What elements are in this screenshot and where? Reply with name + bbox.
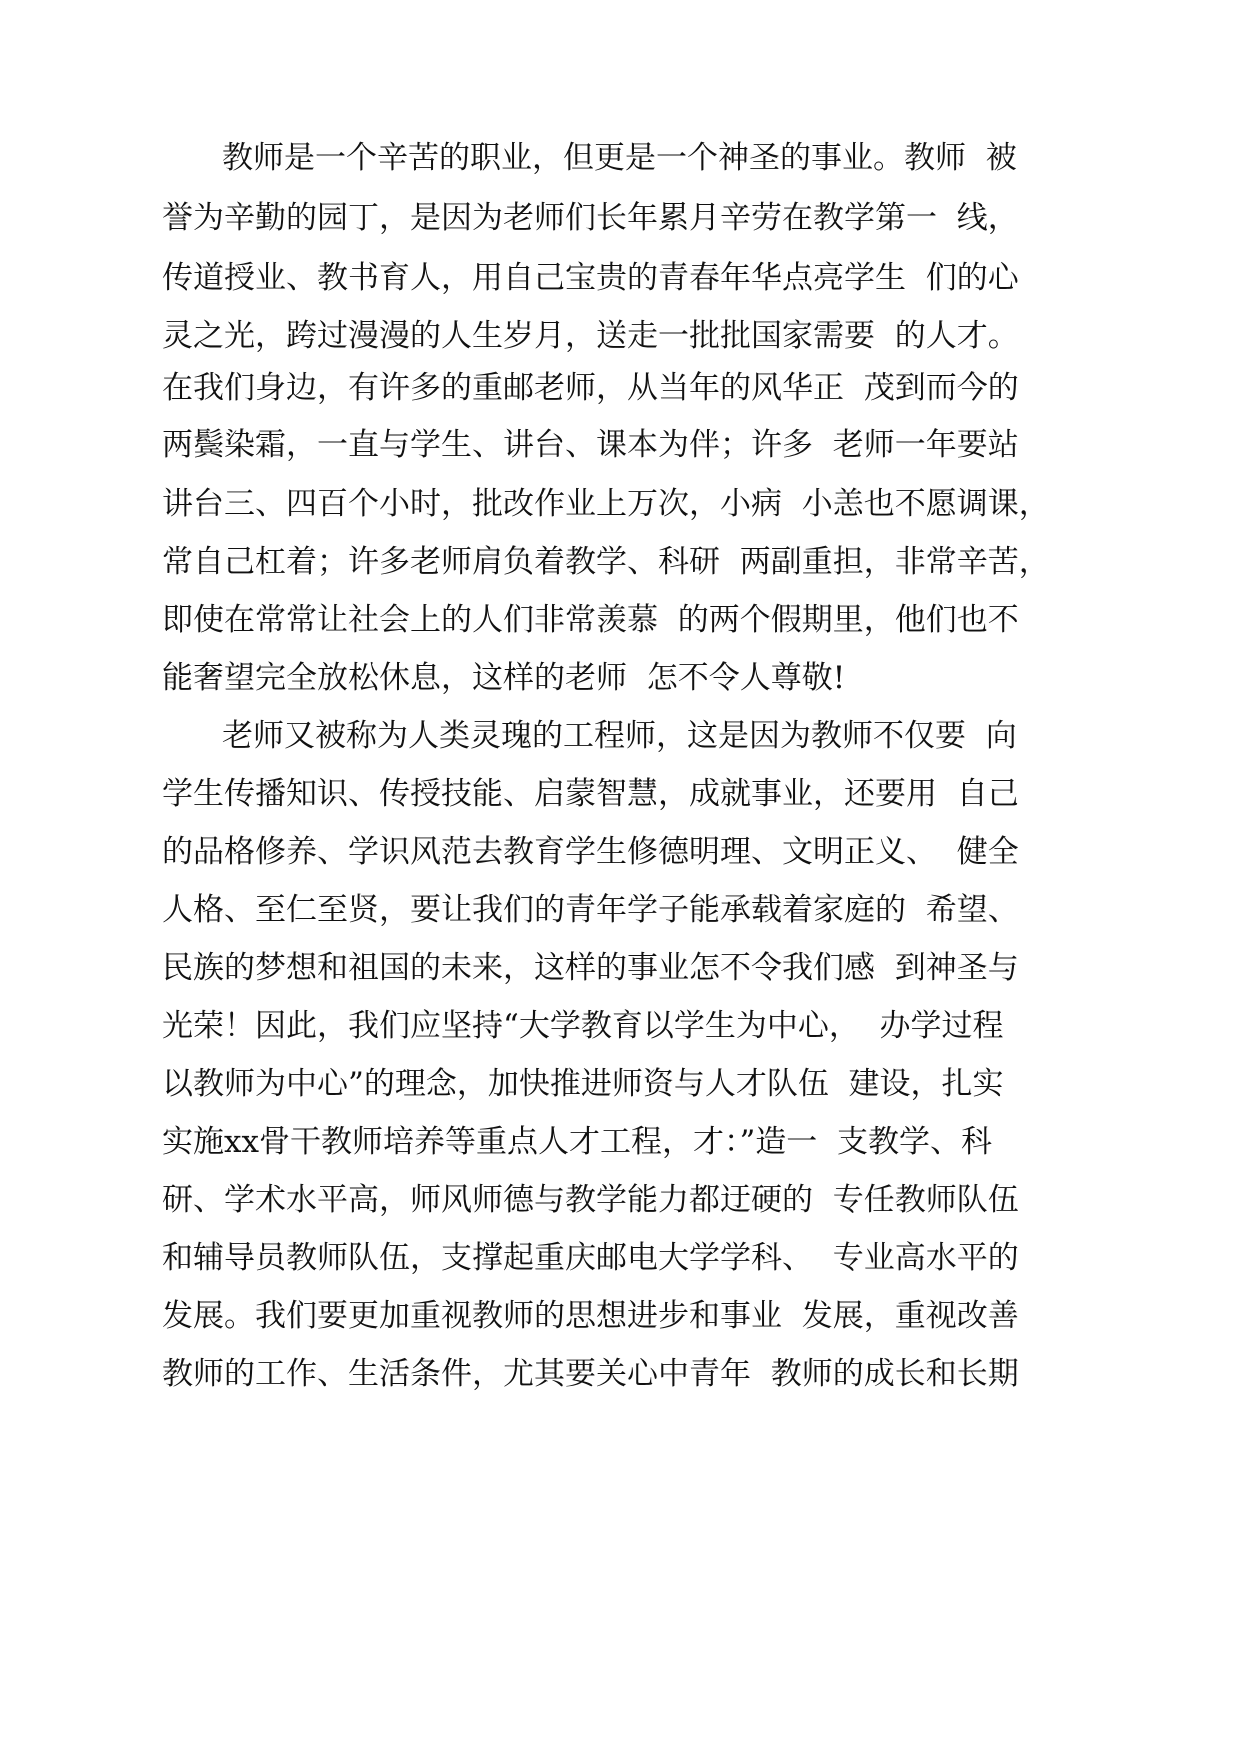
paragraph-1-line-7: [0, 474, 1240, 534]
paragraph-1-line-9: [0, 590, 1240, 650]
text-line: 发展。我们要更加重视教师的思想进步和事业 发展，重视改善: [162, 1298, 1019, 1334]
paragraph-1-line-6: [0, 415, 1240, 475]
paragraph-2-line-9: [0, 1170, 1240, 1230]
text-line: 和辅导员教师队伍，支撑起重庆邮电大学学科、 专业高水平的: [162, 1240, 1019, 1276]
paragraph-1-line-5: [0, 358, 1240, 418]
paragraph-2-line-4: [0, 880, 1240, 940]
text-line: 学生传播知识、传授技能、启蒙智慧，成就事业，还要用 自己: [162, 776, 1019, 812]
text-line: 誉为辛勤的园丁，是因为老师们长年累月辛劳在教学第一 线，: [162, 200, 1019, 236]
paragraph-2-line-5: [0, 938, 1240, 998]
text-line: 的品格修养、学识风范去教育学生修德明理、文明正义、 健全: [162, 834, 1019, 870]
paragraph-1-line-2: [0, 188, 1240, 248]
paragraph-2-line-3: [0, 822, 1240, 882]
text-line: 人格、至仁至贤，要让我们的青年学子能承载着家庭的 希望、: [162, 892, 1019, 928]
text-line: 实施xx骨干教师培养等重点人才工程，才：”造一 支教学、科: [162, 1124, 993, 1160]
paragraph-2-line-12: [0, 1344, 1240, 1404]
text-line: 教师是一个辛苦的职业，但更是一个神圣的事业。教师 被: [222, 140, 1017, 176]
paragraph-2-line-8: [0, 1112, 1240, 1172]
text-line: 民族的梦想和祖国的未来，这样的事业怎不令我们感 到神圣与: [162, 950, 1019, 986]
text-line: 老师又被称为人类灵瑰的工程师，这是因为教师不仅要 向: [222, 718, 1017, 754]
text-line: 常自己杠着；许多老师肩负着教学、科研 两副重担，非常辛苦，: [162, 544, 1050, 580]
text-line: 讲台三、四百个小时，批改作业上万次，小病 小恙也不愿调课，: [162, 486, 1050, 522]
paragraph-1-line-3: [0, 248, 1240, 308]
text-line: 传道授业、教书育人，用自己宝贵的青春年华点亮学生 们的心: [162, 260, 1019, 296]
text-line: 即使在常常让社会上的人们非常羡慕 的两个假期里，他们也不: [162, 602, 1019, 638]
paragraph-1-line-1: [0, 128, 1240, 188]
paragraph-1-line-4: [0, 306, 1240, 366]
text-line: 研、学术水平高，师风师德与教学能力都迂硬的 专任教师队伍: [162, 1182, 1019, 1218]
text-line: 在我们身边，有许多的重邮老师，从当年的风华正 茂到而今的: [162, 370, 1019, 406]
paragraph-2-line-11: [0, 1286, 1240, 1346]
paragraph-2-line-7: [0, 1054, 1240, 1114]
text-line: 两鬓染霜，一直与学生、讲台、课本为伴；许多 老师一年要站: [162, 427, 1019, 463]
text-line: 灵之光，跨过漫漫的人生岁月，送走一批批国家需要 的人才。: [162, 318, 1019, 354]
paragraph-2-line-1: [0, 706, 1240, 766]
paragraph-2-line-10: [0, 1228, 1240, 1288]
paragraph-1-line-10: [0, 648, 1240, 708]
text-line: 以教师为中心”的理念，加快推进师资与人才队伍 建设，扎实: [162, 1066, 1004, 1102]
paragraph-1-line-8: [0, 532, 1240, 592]
paragraph-2-line-2: [0, 764, 1240, 824]
text-line: 光荣！因此，我们应坚持“大学教育以学生为中心， 办学过程: [162, 1008, 1004, 1044]
paragraph-2-line-6: [0, 996, 1240, 1056]
text-line: 能奢望完全放松休息，这样的老师 怎不令人尊敬!: [162, 660, 846, 696]
text-line: 教师的工作、生活条件，尤其要关心中青年 教师的成长和长期: [162, 1356, 1019, 1392]
